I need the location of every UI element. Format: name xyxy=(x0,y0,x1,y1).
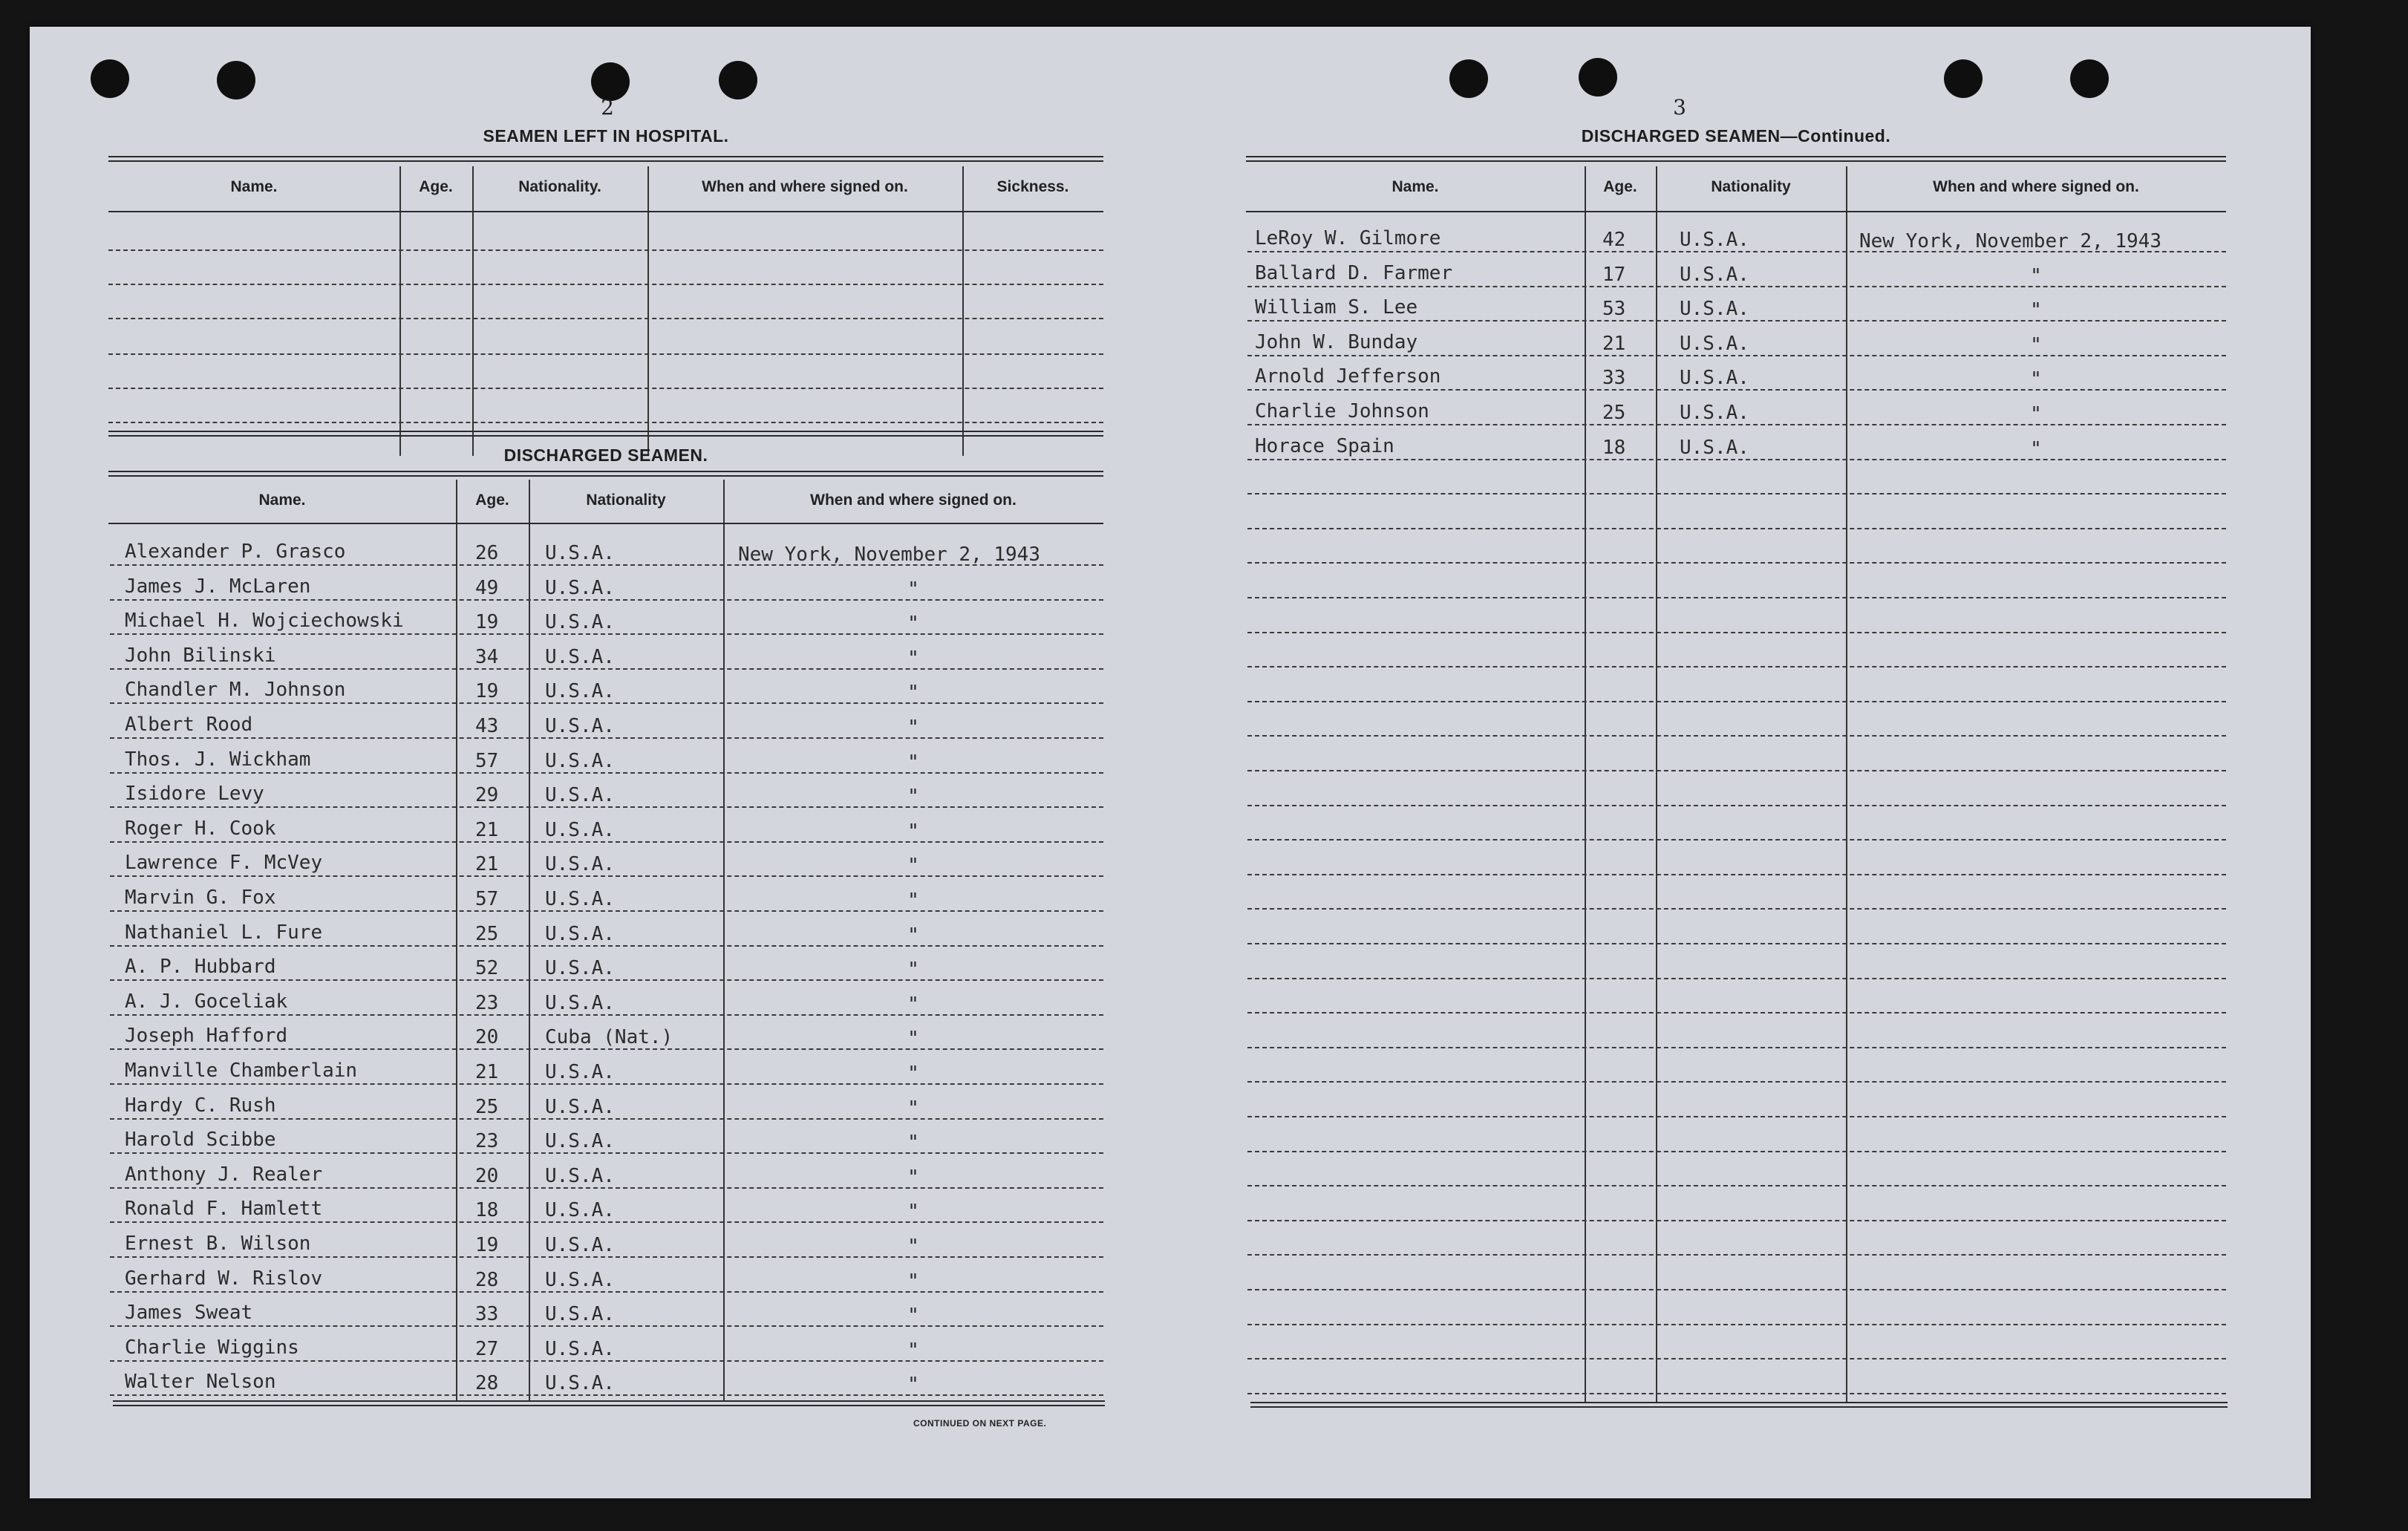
discharged-nationality: U.S.A. xyxy=(545,1303,615,1326)
hospital-blank-row xyxy=(108,353,1103,355)
row-rule xyxy=(1247,839,2226,840)
discharged-col-signed-on: When and where signed on. xyxy=(810,492,1017,509)
discharged-age: 27 xyxy=(475,1337,499,1360)
row-rule xyxy=(1247,770,2226,771)
continued-nationality: U.S.A. xyxy=(1680,263,1749,286)
discharged-name: Thos. J. Wickham xyxy=(125,748,311,771)
continued-nationality: U.S.A. xyxy=(1680,332,1749,355)
punch-hole xyxy=(1579,58,1617,97)
continued-signed-on: " xyxy=(2030,368,2042,391)
discharged-age: 23 xyxy=(475,991,499,1014)
discharged-age: 26 xyxy=(475,542,499,564)
continued-nationality: U.S.A. xyxy=(1680,298,1749,321)
right-divider xyxy=(1585,166,1586,1403)
discharged-signed-on: " xyxy=(907,1028,919,1051)
discharged-nationality: U.S.A. xyxy=(545,991,615,1014)
continued-name: Horace Spain xyxy=(1255,434,1394,457)
punch-hole xyxy=(2070,59,2109,98)
discharged-name: Ernest B. Wilson xyxy=(125,1233,311,1255)
discharged-name: Hardy C. Rush xyxy=(125,1094,276,1117)
row-rule xyxy=(1247,805,2226,806)
discharged-signed-on: " xyxy=(907,1374,919,1397)
continued-age: 18 xyxy=(1602,436,1626,459)
discharged-nationality: U.S.A. xyxy=(545,715,615,737)
right-bottom-rule xyxy=(1250,1402,2228,1408)
hospital-col-signed-on: When and where signed on. xyxy=(702,178,908,195)
row-rule xyxy=(1247,1185,2226,1186)
discharged-age: 19 xyxy=(475,611,499,634)
discharged-age: 21 xyxy=(475,853,499,876)
discharged-age: 19 xyxy=(475,1234,499,1256)
discharged-age: 57 xyxy=(475,888,499,910)
row-rule xyxy=(1247,1116,2226,1117)
discharged-age: 34 xyxy=(475,645,499,668)
discharged-col-name: Name. xyxy=(258,492,306,509)
discharged-name: Joseph Hafford xyxy=(125,1025,288,1048)
discharged-name: Isidore Levy xyxy=(125,783,264,806)
row-rule xyxy=(1247,1081,2226,1083)
discharged-signed-on: " xyxy=(907,716,919,739)
discharged-name: Roger H. Cook xyxy=(125,817,276,840)
continued-nationality: U.S.A. xyxy=(1680,367,1749,390)
discharged-name: Ronald F. Hamlett xyxy=(125,1198,323,1221)
punch-hole xyxy=(1944,59,1983,98)
discharged-signed-on: " xyxy=(907,751,919,774)
discharged-bottom-rule xyxy=(113,1400,1105,1406)
discharged-age: 49 xyxy=(475,576,499,599)
right-header-rule xyxy=(1246,211,2226,212)
row-rule xyxy=(1247,493,2226,494)
discharged-age: 29 xyxy=(475,784,499,807)
discharged-signed-on: " xyxy=(907,855,919,878)
row-rule xyxy=(1247,666,2226,667)
discharged-age: 25 xyxy=(475,1095,499,1118)
row-rule xyxy=(1247,701,2226,702)
continued-nationality: U.S.A. xyxy=(1680,402,1749,424)
row-rule xyxy=(1247,943,2226,944)
discharged-nationality: U.S.A. xyxy=(545,1061,615,1083)
row-rule xyxy=(1247,908,2226,910)
row-rule xyxy=(1247,1220,2226,1221)
row-rule xyxy=(1247,597,2226,598)
row-rule xyxy=(1247,978,2226,979)
discharged-name: Nathaniel L. Fure xyxy=(125,921,323,944)
right-col-name: Name. xyxy=(1391,178,1439,195)
discharged-age: 23 xyxy=(475,1130,499,1153)
discharged-nationality: U.S.A. xyxy=(545,1164,615,1187)
row-rule xyxy=(1247,735,2226,737)
hospital-bottom-rule xyxy=(108,431,1103,437)
discharged-nationality: Cuba (Nat.) xyxy=(545,1026,673,1049)
punch-hole xyxy=(1449,59,1488,98)
discharged-nationality: U.S.A. xyxy=(545,749,615,772)
hospital-divider xyxy=(647,166,649,456)
right-col-signed-on: When and where signed on. xyxy=(1933,178,2139,195)
continued-name: Arnold Jefferson xyxy=(1255,365,1441,388)
discharged-age: 43 xyxy=(475,715,499,737)
discharged-nationality: U.S.A. xyxy=(545,1372,615,1395)
discharged-name: Lawrence F. McVey xyxy=(125,852,323,875)
discharged-title: DISCHARGED SEAMEN. xyxy=(503,445,708,465)
hospital-divider xyxy=(472,166,474,456)
discharged-signed-on: " xyxy=(907,924,919,947)
right-col-age: Age. xyxy=(1603,178,1637,195)
discharged-signed-on: " xyxy=(907,682,919,705)
right-top-rule xyxy=(1246,156,2226,162)
continued-nationality: U.S.A. xyxy=(1680,436,1749,459)
discharged-nationality: U.S.A. xyxy=(545,818,615,841)
continued-signed-on: New York, November 2, 1943 xyxy=(1859,230,2161,252)
discharged-name: Albert Rood xyxy=(125,714,253,736)
page-number-left: 2 xyxy=(601,95,614,120)
discharged-signed-on: " xyxy=(907,820,919,843)
discharged-signed-on: " xyxy=(907,959,919,982)
continued-age: 17 xyxy=(1602,263,1626,286)
continued-name: LeRoy W. Gilmore xyxy=(1255,227,1441,249)
punch-hole xyxy=(91,59,129,98)
continued-age: 42 xyxy=(1602,229,1626,251)
discharged-signed-on: " xyxy=(907,613,919,636)
hospital-col-nationality: Nationality. xyxy=(518,178,601,195)
hospital-header-rule xyxy=(108,211,1103,212)
discharged-nationality: U.S.A. xyxy=(545,888,615,910)
continued-age: 25 xyxy=(1602,402,1626,424)
hospital-title: SEAMEN LEFT IN HOSPITAL. xyxy=(483,126,729,146)
discharged-nationality: U.S.A. xyxy=(545,922,615,945)
continued-signed-on: " xyxy=(2030,299,2042,322)
continued-name: Ballard D. Farmer xyxy=(1255,261,1453,284)
discharged-name: James J. McLaren xyxy=(125,575,311,598)
continued-signed-on: " xyxy=(2030,403,2042,425)
hospital-blank-row xyxy=(108,284,1103,285)
continued-age: 21 xyxy=(1602,332,1626,355)
continued-note: CONTINUED ON NEXT PAGE. xyxy=(913,1418,1047,1429)
row-rule xyxy=(1247,562,2226,564)
discharged-col-nationality: Nationality xyxy=(586,492,666,509)
discharged-name: Anthony J. Realer xyxy=(125,1163,323,1186)
scanned-document xyxy=(30,27,2311,1498)
hospital-top-rule xyxy=(108,156,1103,162)
discharged-signed-on: " xyxy=(907,1339,919,1362)
discharged-name: Harold Scibbe xyxy=(125,1129,276,1152)
discharged-signed-on: " xyxy=(907,786,919,809)
row-rule xyxy=(1247,528,2226,529)
punch-hole xyxy=(217,61,255,99)
discharged-signed-on: " xyxy=(907,578,919,601)
discharged-age: 21 xyxy=(475,818,499,841)
discharged-col-age: Age. xyxy=(475,492,509,509)
discharged-name: A. J. Goceliak xyxy=(125,990,288,1013)
discharged-signed-on: " xyxy=(907,993,919,1016)
hospital-col-name: Name. xyxy=(230,178,278,195)
discharged-divider xyxy=(456,480,457,1400)
row-rule xyxy=(1247,632,2226,633)
discharged-nationality: U.S.A. xyxy=(545,1130,615,1153)
continued-signed-on: " xyxy=(2030,264,2042,287)
discharged-signed-on: " xyxy=(907,1097,919,1120)
continued-title: DISCHARGED SEAMEN—Continued. xyxy=(1581,126,1891,146)
discharged-age: 52 xyxy=(475,957,499,980)
continued-signed-on: " xyxy=(2030,333,2042,356)
discharged-signed-on: " xyxy=(907,1270,919,1293)
continued-name: Charlie Johnson xyxy=(1255,400,1429,422)
row-rule xyxy=(1247,1047,2226,1048)
row-rule xyxy=(1247,1012,2226,1013)
discharged-signed-on: " xyxy=(907,647,919,670)
discharged-name: Walter Nelson xyxy=(125,1371,276,1394)
discharged-nationality: U.S.A. xyxy=(545,957,615,980)
discharged-nationality: U.S.A. xyxy=(545,853,615,876)
continued-name: William S. Lee xyxy=(1255,296,1418,319)
discharged-nationality: U.S.A. xyxy=(545,1268,615,1291)
discharged-signed-on: New York, November 2, 1943 xyxy=(738,543,1040,566)
discharged-age: 21 xyxy=(475,1061,499,1083)
discharged-name: Chandler M. Johnson xyxy=(125,679,346,702)
discharged-age: 28 xyxy=(475,1372,499,1395)
row-rule xyxy=(1247,1151,2226,1152)
discharged-signed-on: " xyxy=(907,1305,919,1328)
continued-age: 33 xyxy=(1602,367,1626,390)
discharged-signed-on: " xyxy=(907,889,919,912)
discharged-age: 18 xyxy=(475,1199,499,1222)
discharged-name: Manville Chamberlain xyxy=(125,1060,358,1082)
discharged-name: Alexander P. Grasco xyxy=(125,541,346,563)
discharged-name: Michael H. Wojciechowski xyxy=(125,610,404,633)
discharged-name: Gerhard W. Rislov xyxy=(125,1267,323,1290)
page-number-right: 3 xyxy=(1673,95,1686,120)
discharged-age: 57 xyxy=(475,749,499,772)
row-rule xyxy=(1247,1358,2226,1359)
discharged-nationality: U.S.A. xyxy=(545,680,615,703)
discharged-nationality: U.S.A. xyxy=(545,784,615,807)
discharged-nationality: U.S.A. xyxy=(545,1199,615,1222)
discharged-age: 20 xyxy=(475,1026,499,1049)
discharged-age: 25 xyxy=(475,922,499,945)
discharged-signed-on: " xyxy=(907,1201,919,1224)
discharged-nationality: U.S.A. xyxy=(545,611,615,634)
hospital-blank-row xyxy=(108,388,1103,389)
discharged-age: 33 xyxy=(475,1303,499,1326)
discharged-signed-on: " xyxy=(907,1235,919,1258)
hospital-blank-row xyxy=(108,249,1103,251)
discharged-name: A. P. Hubbard xyxy=(125,956,276,979)
punch-hole xyxy=(719,61,757,99)
discharged-name: John Bilinski xyxy=(125,644,276,667)
continued-signed-on: " xyxy=(2030,437,2042,460)
discharged-name: James Sweat xyxy=(125,1302,253,1325)
row-rule xyxy=(1247,874,2226,875)
discharged-top-rule xyxy=(108,471,1103,477)
discharged-name: Charlie Wiggins xyxy=(125,1336,299,1359)
right-divider xyxy=(1656,166,1657,1403)
discharged-divider xyxy=(529,480,530,1400)
discharged-age: 19 xyxy=(475,680,499,703)
discharged-age: 28 xyxy=(475,1268,499,1291)
discharged-signed-on: " xyxy=(907,1062,919,1085)
discharged-nationality: U.S.A. xyxy=(545,542,615,564)
row-rule xyxy=(1247,1324,2226,1325)
discharged-nationality: U.S.A. xyxy=(545,1095,615,1118)
row-rule xyxy=(1247,1393,2226,1394)
hospital-blank-row xyxy=(108,318,1103,319)
discharged-name: Marvin G. Fox xyxy=(125,887,276,909)
continued-age: 53 xyxy=(1602,298,1626,321)
discharged-header-rule xyxy=(108,523,1103,524)
discharged-nationality: U.S.A. xyxy=(545,1337,615,1360)
hospital-blank-row xyxy=(108,422,1103,423)
discharged-signed-on: " xyxy=(907,1166,919,1189)
row-rule xyxy=(1247,1254,2226,1256)
discharged-nationality: U.S.A. xyxy=(545,1234,615,1256)
discharged-signed-on: " xyxy=(907,1132,919,1155)
continued-name: John W. Bunday xyxy=(1255,330,1418,353)
hospital-col-age: Age. xyxy=(419,178,453,195)
discharged-nationality: U.S.A. xyxy=(545,645,615,668)
hospital-divider xyxy=(962,166,964,456)
row-rule xyxy=(1247,1289,2226,1290)
right-col-nationality: Nationality xyxy=(1711,178,1791,195)
continued-nationality: U.S.A. xyxy=(1680,229,1749,251)
discharged-nationality: U.S.A. xyxy=(545,576,615,599)
discharged-age: 20 xyxy=(475,1164,499,1187)
hospital-divider xyxy=(399,166,401,456)
hospital-col-sickness: Sickness. xyxy=(996,178,1069,195)
